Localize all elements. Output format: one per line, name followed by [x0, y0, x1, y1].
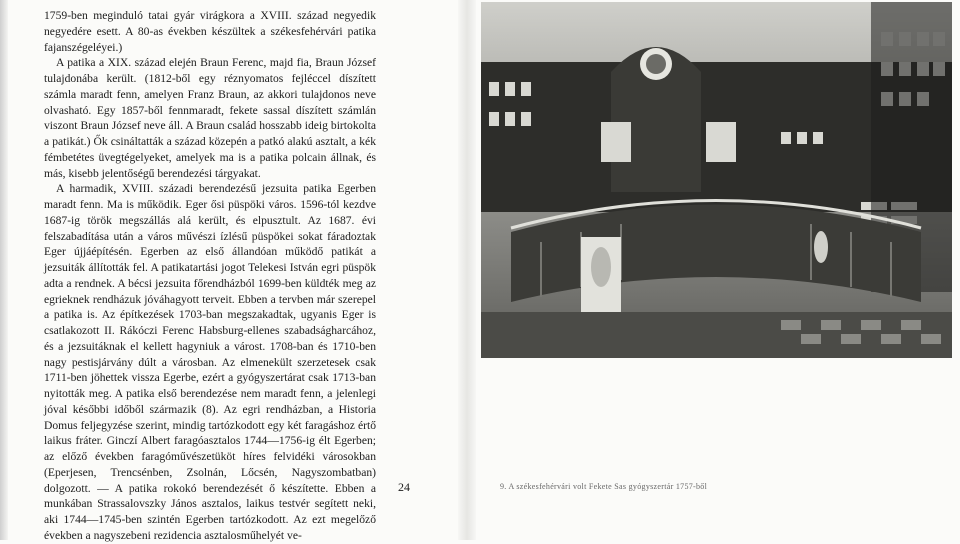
- pharmacy-illustration: [481, 2, 952, 358]
- book-gutter: [458, 0, 476, 540]
- pharmacy-interior-photo: [481, 2, 952, 358]
- page-edge: [0, 0, 8, 540]
- photo-caption: 9. A székesfehérvári volt Fekete Sas gyógyszertár 1757-ből: [500, 482, 708, 491]
- paragraph-3: A harmadik, XVIII. századi berendezésű jezsuita patika Egerben maradt fenn. Ma is működik. Eger ősi püspöki város. 1596-tól kezdve 1687-ig török megszállás alá került, és elpusztult. Az 1687. évi felszabadítása után a város művészi ízlésű püspökei sokat fáradoztak Eger újjáépítésén. Egerben az első állandóan működő patikát a jezsuiták állították fel. A patikatartási jogot Telekesi István egri püspök adta a rendnek. A bécsi jezsuita főrendházból 1699-ben küldték meg az egrieknek rendházuk jóváhagyott terveit. Ebben a tervben már szerepel a patika is. Az építkezések 1703-ban megszakadtak, ugyanis Eger is csatlakozott II. Rákóczi Ferenc Habsburg-ellenes szabadságharcához, és a jezsuitáknak el kellett hagyniuk a várost. 1708-ban és 1710-ben nagy pestisjárvány dúlt a városban. Az elmenekült szerzetesek csak 1711-ben jöhettek vissza Egerbe, ezért a gyógyszertárat csak 1713-ban nyitották meg. A patika első berendezése nem maradt fenn, a jelenlegi jóval későbbi időből származik (8). Az egri rendházban, a Historia Domus feljegyzése szerint, mindig tartózkodott egy két faragáshoz értő laikus fráter. Ginczí Albert faragóasztalos 1744—1756-ig élt Egerben; az előző években faragóművészetüköt híres felvidéki városokban (Eperjesen, Trencsénben, Zsolnán, Lőcsén, Nagyszombatban) dolgozott. — A patika rokokó berendezését ő készítette. Ebben a munkában Strassalovszky János asztalos, laikus testvér segített neki, aki 1744—1745-ben szintén Egerben tartózkodott. Az ezt megelőző években a nagyszebeni rezidencia asztalosműhelyét ve-: [44, 182, 376, 542]
- left-page-text: [44, 8, 376, 542]
- paragraph-2: A patika a XIX. század elején Braun Ferenc, majd fia, Braun József tulajdonába került. (1812-ből egy réznyomatos fejléccel díszített számla maradt fenn, amelyen Franz Braun, az akkori tulajdonos neve olvasható. Egy 1857-ből fennmaradt, fekete sassal díszített számlán viszont Braun József neve áll. A Braun család hosszabb ideig birtokolta a patikát.) Ők csináltatták a század közepén a patkó alakú asztalt, a kék fémbetétes üvegtégelyeket, amelyek ma is a patika polcain állnak, és más, kisebb jelentőségű berendezési tárgyakat.: [44, 56, 376, 180]
- page-number: 24: [398, 480, 410, 494]
- paragraph-1: 1759-ben meginduló tatai gyár virágkora a XVIII. század negyedik negyedére esett. A 80-as években készültek a székesfehérvári patika fajanszégeléyei.): [44, 9, 376, 54]
